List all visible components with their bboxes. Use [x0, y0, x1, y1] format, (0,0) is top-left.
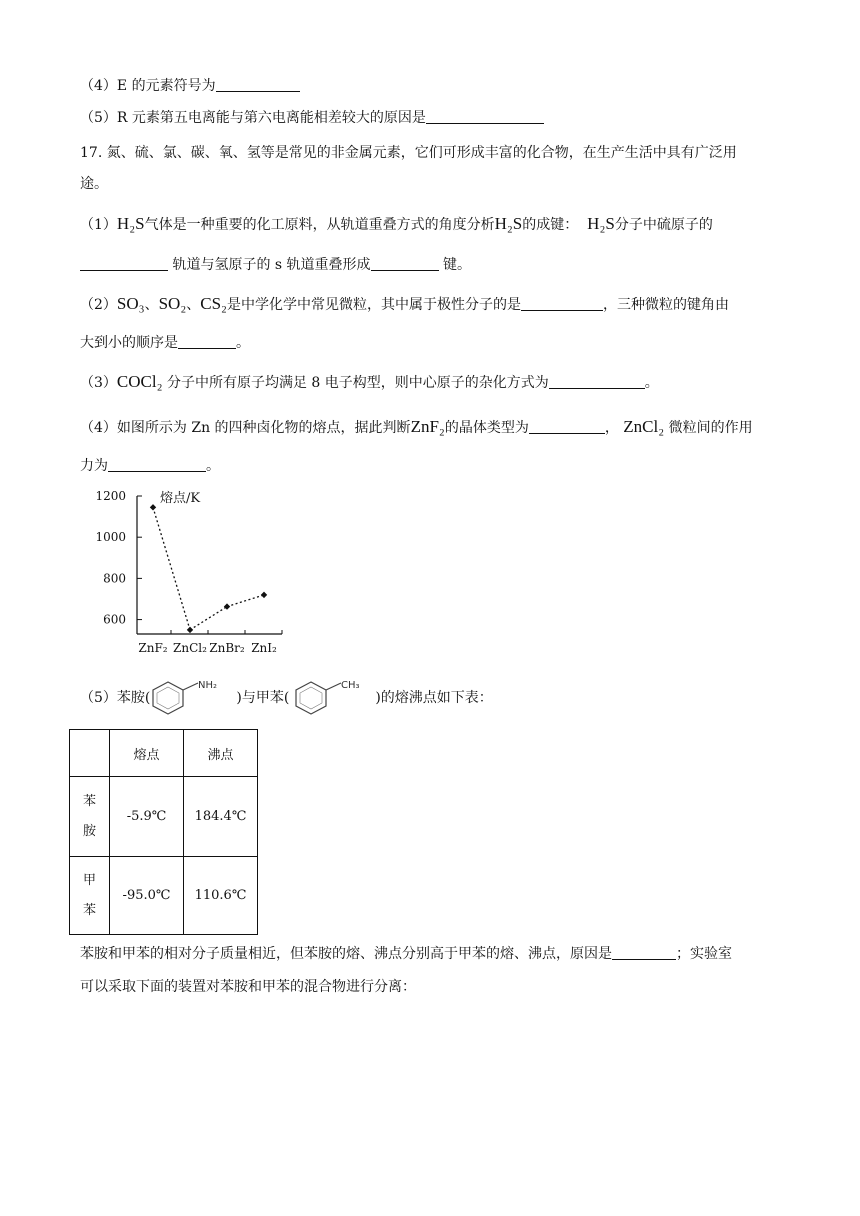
chart-title: 熔点/K [160, 491, 201, 506]
q17-part4-text: 的晶体类型为 [444, 420, 529, 436]
q17-part4-text: （4）如图所示为 Zn 的四种卤化物的熔点，据此判断 [80, 420, 411, 436]
q17-part5-text: ；实验室 [676, 946, 732, 962]
x-tick-label: ZnI₂ [251, 641, 277, 655]
x-tick-label: ZnBr₂ [209, 641, 245, 655]
formula-zncl2: ZnCl₂ [623, 417, 665, 436]
table-row [70, 777, 258, 857]
q17-part4-line1 [80, 417, 753, 438]
x-tick-label: ZnF₂ [138, 641, 168, 655]
q17-intro-line2: 途。 [80, 176, 108, 192]
q16-part4 [80, 76, 300, 96]
table-row [70, 857, 258, 935]
q17-part1-text: 的成键： [522, 217, 579, 233]
answer-blank[interactable] [549, 374, 645, 389]
q17-part5-text: （5）苯胺( [80, 690, 151, 706]
q17-part3-label: （3） [80, 375, 117, 391]
formula-h2s: H₂S [494, 214, 523, 233]
q17-part5-after-line1 [80, 944, 732, 964]
table-header-cell: 沸点 [184, 730, 258, 777]
answer-blank[interactable] [80, 256, 168, 271]
answer-blank[interactable] [612, 945, 676, 960]
q17-part1-line1 [80, 214, 713, 235]
y-tick-label: 1200 [95, 489, 126, 503]
q17-part4-text: 微粒间的作用 [668, 420, 753, 436]
answer-blank[interactable] [529, 419, 605, 434]
q16-part5 [80, 108, 544, 128]
q17-part3 [80, 372, 659, 393]
q17-part5-after-line2: 可以采取下面的装置对苯胺和甲苯的混合物进行分离： [80, 979, 416, 995]
period: 。 [206, 458, 220, 474]
data-point-3 [261, 592, 267, 598]
chart-marks [150, 504, 267, 633]
q17-part1-text: 分子中硫原子的 [614, 217, 713, 233]
series-line-segment [227, 595, 264, 607]
separator: 、 [186, 297, 201, 313]
q16-part4-text: （4）E 的元素符号为 [80, 78, 216, 94]
table-row-name: 甲 苯 [70, 857, 110, 935]
table-cell-bp: 110.6℃ [184, 857, 258, 935]
data-point-1 [187, 627, 193, 633]
series-line-segment [190, 607, 227, 630]
q17-part1-text: 轨道与氢原子的 s 轨道重叠形成 [172, 257, 371, 273]
formula-so3: SO₃ [116, 294, 145, 313]
answer-blank[interactable] [216, 77, 300, 92]
q17-part1-text: 键。 [443, 257, 471, 273]
table-header-row [70, 730, 258, 777]
toluene-structure-icon [289, 678, 375, 718]
answer-blank[interactable] [521, 296, 603, 311]
answer-blank[interactable] [178, 334, 236, 349]
answer-blank[interactable] [108, 457, 206, 472]
q17-part5-line [80, 678, 493, 718]
q17-part2-line2 [80, 333, 250, 353]
aniline-structure-icon [150, 678, 236, 718]
q16-part5-text: （5）R 元素第五电离能与第六电离能相差较大的原因是 [80, 110, 426, 126]
toluene-group-label: CH₃ [341, 680, 360, 691]
formula-h2s: H₂S [116, 214, 145, 233]
aniline-group-label: NH₂ [198, 680, 218, 691]
formula-znf2: ZnF₂ [410, 417, 445, 436]
data-point-2 [224, 603, 230, 609]
period: 。 [644, 375, 659, 391]
answer-blank[interactable] [426, 109, 544, 124]
formula-so2: SO₂ [158, 294, 187, 313]
q17-part2-label: （2） [80, 297, 117, 313]
formula-cs2: CS₂ [200, 294, 227, 313]
q17-part4-line2 [80, 456, 220, 476]
table-row-name: 苯 胺 [70, 777, 110, 857]
table-header-cell: 熔点 [110, 730, 184, 777]
y-tick-label: 1000 [95, 530, 126, 545]
formula-cocl2: COCl₂ [116, 372, 163, 391]
q17-part1-line2 [80, 255, 471, 275]
x-tick-label: ZnCl₂ [173, 641, 207, 655]
data-point-0 [150, 504, 156, 510]
melting-point-chart [92, 488, 292, 660]
y-tick-label: 600 [103, 612, 126, 627]
series-line-segment [153, 507, 190, 630]
formula-h2s: H₂S [587, 214, 615, 233]
q17-part5-text: )的熔沸点如下表： [375, 690, 493, 706]
q17-part4-text: 力为 [80, 458, 108, 474]
q17-part2-text: 是中学化学中常见微粒，其中属于极性分子的是 [227, 297, 521, 313]
q17-part3-text: 分子中所有原子均满足 8 电子构型，则中心原子的杂化方式为 [166, 375, 549, 391]
q17-intro-line1: 17. 氮、硫、氯、碳、氧、氢等是常见的非金属元素，它们可形成丰富的化合物，在生产生活中具有广泛用 [80, 145, 737, 161]
separator: 、 [144, 297, 159, 313]
table-cell-mp: -5.9℃ [110, 777, 184, 857]
q17-part2-text: 大到小的顺序是 [80, 335, 178, 351]
q17-part1-text: 气体是一种重要的化工原料，从轨道重叠方式的角度分析 [144, 217, 495, 233]
period: 。 [236, 335, 250, 351]
table-cell-mp: -95.0℃ [110, 857, 184, 935]
q17-part5-text: 苯胺和甲苯的相对分子质量相近，但苯胺的熔、沸点分别高于甲苯的熔、沸点，原因是 [80, 946, 612, 962]
table-cell-bp: 184.4℃ [184, 777, 258, 857]
q17-part2-text: ，三种微粒的键角由 [603, 297, 729, 313]
answer-blank[interactable] [371, 256, 439, 271]
melting-boiling-table [69, 729, 258, 935]
y-tick-label: 800 [103, 571, 126, 586]
comma: ， [604, 420, 619, 436]
table-header-cell [70, 730, 110, 777]
q17-part5-text: )与甲苯( [236, 690, 290, 706]
q17-part2-line1 [80, 294, 729, 315]
q17-part1-label: （1） [80, 217, 117, 233]
